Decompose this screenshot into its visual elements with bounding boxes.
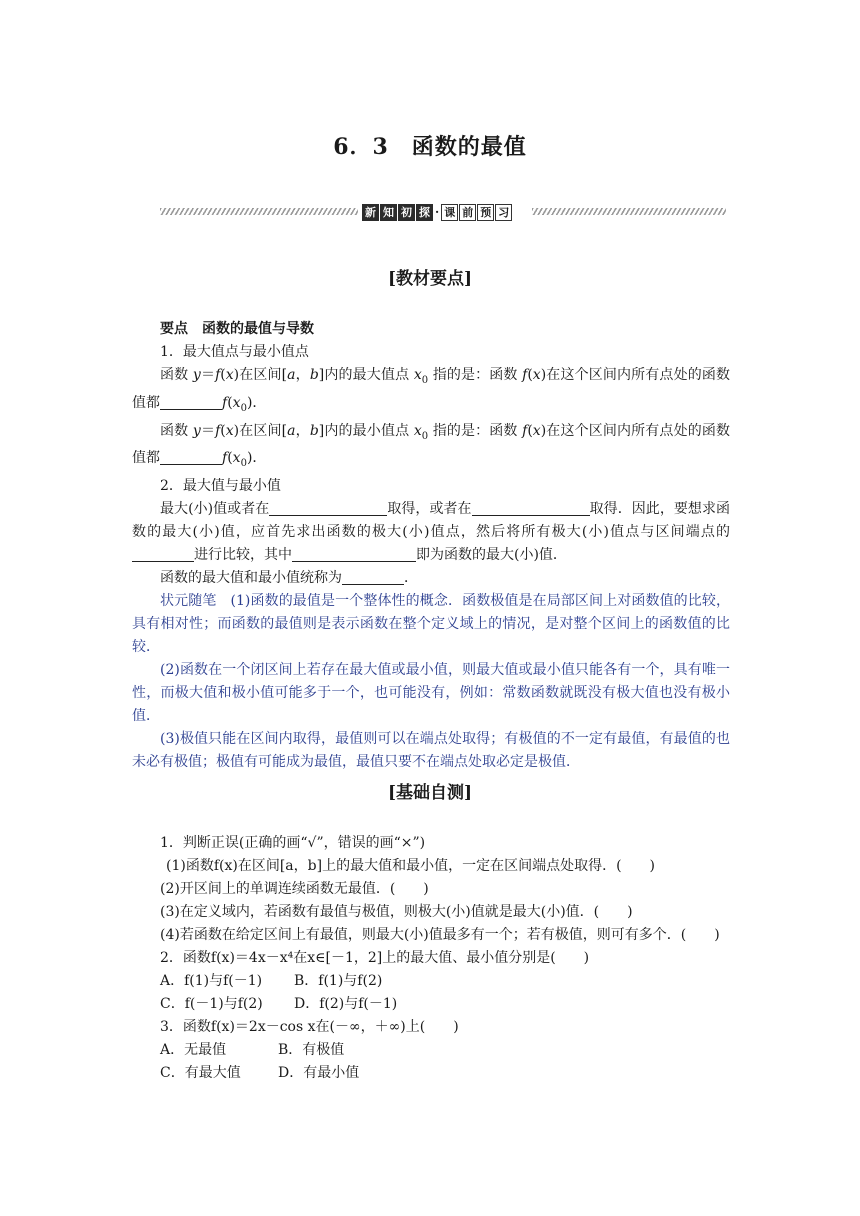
fill-blank[interactable]	[342, 569, 404, 585]
fill-blank[interactable]	[472, 500, 590, 516]
option-d[interactable]: D．f(2)与f(－1)	[294, 996, 398, 1012]
fill-blank[interactable]	[292, 546, 416, 562]
question-3-options-row	[132, 1039, 730, 1062]
option-b[interactable]: B．f(1)与f(2)	[294, 973, 383, 989]
section-heading-selftest: [基础自测]	[387, 783, 473, 803]
max-point-definition: 函数 y＝f(x)在区间[a，b]内的最大值点 $x_0$ 指的是：函数 f(x)在这个区间内所有点处的函数值都 $f(x_0)$．	[132, 367, 731, 414]
question-2-options-row	[132, 993, 730, 1016]
banner-char: 前	[459, 204, 476, 221]
fill-blank[interactable]	[160, 449, 222, 465]
keypoint-item2-title: 2．最大值与最小值	[160, 478, 281, 495]
question-3: 3．函数f(x)＝2x－cos x在(－∞，＋∞)上( )	[160, 1019, 459, 1035]
section-banner	[160, 202, 726, 222]
unify-sentence	[132, 567, 730, 590]
banner-hatch-right	[532, 208, 726, 215]
question-1-item: (1)函数f(x)在区间[a，b]上的最大值和最小值，一定在区间端点处取得．( )	[166, 858, 655, 874]
fill-blank[interactable]	[269, 500, 387, 516]
keypoint-item1-title: 1．最大值点与最小值点	[160, 344, 309, 360]
note-paragraph-3: (3)极值只能在区间内取得，最值则可以在端点处取得；有极值的不一定有最值，有最值的也未必有极值；极值有可能成为最值，最值只要不在端点处取必定是极值．	[132, 731, 730, 771]
banner-hatch-left	[160, 208, 358, 215]
option-a[interactable]: A．f(1)与f(－1)	[160, 973, 263, 989]
note-text: (1)函数的最值是一个整体性的概念．函数极值是在局部区间上对函数值的比较，具有相对性；而函数的最值则是表示函数在整个定义域上的情况，是对整个区间上的函数值的比较．	[132, 593, 730, 656]
selftest-content	[132, 832, 730, 1085]
option-b[interactable]: B．有极值	[278, 1042, 345, 1058]
option-c[interactable]: C．有最大值	[160, 1065, 241, 1081]
banner-char: 课	[441, 204, 458, 221]
min-point-definition: 函数 y＝f(x)在区间[a，b]内的最小值点 $x_0$ 指的是：函数 f(x)在这个区间内所有点处的函数值都 $f(x_0)$．	[132, 422, 731, 470]
keypoint-heading: 要点 函数的最值与导数	[160, 321, 314, 337]
fill-blank[interactable]	[132, 546, 194, 562]
banner-char: 初	[398, 204, 415, 221]
note-label: 状元随笔	[160, 593, 217, 610]
option-a[interactable]: A．无最值	[160, 1042, 227, 1058]
banner-char: 预	[477, 204, 494, 221]
question-3-options-row	[132, 1062, 730, 1085]
question-1: 1．判断正误(正确的画“√”，错误的画“×”)	[160, 835, 426, 851]
question-1-item: (2)开区间上的单调连续函数无最值．( )	[160, 881, 429, 897]
banner-char: 新	[362, 204, 379, 221]
banner-char: 习	[495, 204, 512, 221]
note-paragraph-2: (2)函数在一个闭区间上若存在最大值或最小值，则最大值或最小值只能各有一个，具有唯一性，而极大值和极小值可能多于一个，也可能没有，例如：常数函数就既没有极大值也没有极小值．	[132, 662, 730, 725]
banner-char: 知	[380, 204, 397, 221]
banner-label	[362, 202, 512, 222]
banner-dot: ·	[435, 205, 440, 219]
textbook-content	[132, 318, 730, 774]
question-1-item: (4)若函数在给定区间上有最值，则最大(小)值最多有一个；若有极值，则可有多个．( )	[160, 927, 720, 943]
page-title: 6．3 函数的最值	[333, 134, 527, 160]
banner-char: 探	[416, 204, 433, 221]
option-c[interactable]: C．f(－1)与f(2)	[160, 996, 263, 1012]
note-paragraph-1	[132, 590, 730, 659]
fill-blank[interactable]	[160, 394, 222, 410]
unify-end: ．	[404, 570, 418, 587]
question-2-options-row	[132, 970, 730, 993]
option-d[interactable]: D．有最小值	[278, 1065, 360, 1081]
max-min-explanation: 最大(小)值或者在 取得，或者在 取得．因此，要想求函数的最大(小)值，应首先求出函数的极大(小)值点，然后将所有极大(小)值点与区间端点的进行比较，其中 即为函数的最大(小)值．	[132, 501, 731, 564]
question-2: 2．函数f(x)＝4x－x⁴在x∈[－1，2]上的最大值、最小值分别是( )	[160, 950, 590, 966]
question-1-item: (3)在定义域内，若函数有最值与极值，则极大(小)值就是最大(小)值．( )	[160, 904, 633, 920]
section-heading-textbook: [教材要点]	[387, 269, 473, 289]
unify-text: 函数的最大值和最小值统称为	[160, 570, 342, 587]
